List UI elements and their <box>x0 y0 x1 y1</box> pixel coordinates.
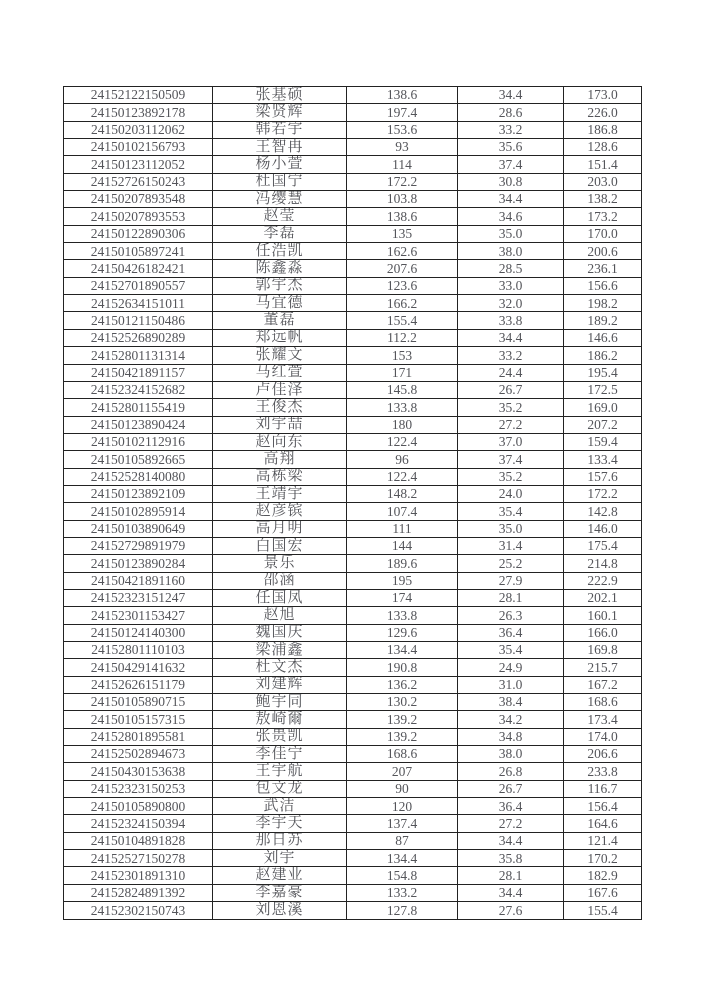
cell-interview-score: 36.4 <box>458 798 564 815</box>
cell-total-score: 174.0 <box>564 728 642 745</box>
table-row <box>64 659 642 676</box>
cell-name: 高月明 <box>213 520 347 537</box>
cell-written-score: 139.2 <box>347 711 458 728</box>
cell-exam-id: 24150430153638 <box>64 763 213 780</box>
cell-total-score: 198.2 <box>564 295 642 312</box>
cell-total-score: 133.4 <box>564 451 642 468</box>
cell-interview-score: 27.2 <box>458 815 564 832</box>
cell-written-score: 166.2 <box>347 295 458 312</box>
cell-name: 刘建辉 <box>213 676 347 693</box>
cell-exam-id: 24150105892665 <box>64 451 213 468</box>
cell-exam-id: 24150421891160 <box>64 572 213 589</box>
cell-written-score: 145.8 <box>347 381 458 398</box>
cell-written-score: 96 <box>347 451 458 468</box>
cell-total-score: 214.8 <box>564 555 642 572</box>
cell-total-score: 159.4 <box>564 433 642 450</box>
table-row <box>64 763 642 780</box>
cell-name: 杨小萱 <box>213 156 347 173</box>
cell-exam-id: 24150122890306 <box>64 225 213 242</box>
cell-total-score: 160.1 <box>564 607 642 624</box>
cell-total-score: 202.1 <box>564 589 642 606</box>
table-row <box>64 399 642 416</box>
cell-total-score: 116.7 <box>564 780 642 797</box>
cell-interview-score: 33.8 <box>458 312 564 329</box>
cell-exam-id: 24152301891310 <box>64 867 213 884</box>
cell-name: 马红萱 <box>213 364 347 381</box>
cell-exam-id: 24152626151179 <box>64 676 213 693</box>
cell-total-score: 167.2 <box>564 676 642 693</box>
table-row <box>64 104 642 121</box>
cell-name: 张基硕 <box>213 87 347 104</box>
cell-written-score: 171 <box>347 364 458 381</box>
cell-name: 包文龙 <box>213 780 347 797</box>
cell-name: 张贵凯 <box>213 728 347 745</box>
table-row <box>64 243 642 260</box>
cell-name: 张耀文 <box>213 347 347 364</box>
cell-total-score: 170.0 <box>564 225 642 242</box>
cell-interview-score: 33.0 <box>458 277 564 294</box>
cell-name: 郭宇杰 <box>213 277 347 294</box>
cell-total-score: 222.9 <box>564 572 642 589</box>
cell-interview-score: 33.2 <box>458 347 564 364</box>
cell-exam-id: 24152634151011 <box>64 295 213 312</box>
table-row <box>64 746 642 763</box>
cell-written-score: 103.8 <box>347 191 458 208</box>
cell-total-score: 169.8 <box>564 642 642 659</box>
table-row <box>64 347 642 364</box>
cell-exam-id: 24152324150394 <box>64 815 213 832</box>
table-row <box>64 850 642 867</box>
cell-interview-score: 34.6 <box>458 208 564 225</box>
cell-exam-id: 24152302150743 <box>64 902 213 919</box>
table-row <box>64 121 642 138</box>
score-table-body <box>64 87 642 920</box>
cell-name: 杜文杰 <box>213 659 347 676</box>
cell-interview-score: 28.6 <box>458 104 564 121</box>
cell-name: 鲍宇同 <box>213 694 347 711</box>
cell-name: 郑远帆 <box>213 329 347 346</box>
cell-written-score: 134.4 <box>347 850 458 867</box>
cell-total-score: 233.8 <box>564 763 642 780</box>
table-row <box>64 537 642 554</box>
table-row <box>64 520 642 537</box>
cell-name: 梁浦鑫 <box>213 642 347 659</box>
cell-interview-score: 34.4 <box>458 884 564 901</box>
cell-exam-id: 24152824891392 <box>64 884 213 901</box>
cell-total-score: 157.6 <box>564 468 642 485</box>
cell-total-score: 186.8 <box>564 121 642 138</box>
cell-name: 王智冉 <box>213 139 347 156</box>
cell-total-score: 200.6 <box>564 243 642 260</box>
cell-interview-score: 35.0 <box>458 225 564 242</box>
cell-interview-score: 34.2 <box>458 711 564 728</box>
cell-name: 任国凤 <box>213 589 347 606</box>
cell-exam-id: 24152122150509 <box>64 87 213 104</box>
cell-interview-score: 26.8 <box>458 763 564 780</box>
cell-name: 李佳宁 <box>213 746 347 763</box>
cell-exam-id: 24150123112052 <box>64 156 213 173</box>
cell-total-score: 173.4 <box>564 711 642 728</box>
cell-interview-score: 35.4 <box>458 503 564 520</box>
cell-exam-id: 24150102112916 <box>64 433 213 450</box>
cell-name: 武洁 <box>213 798 347 815</box>
table-row <box>64 832 642 849</box>
cell-name: 陈鑫淼 <box>213 260 347 277</box>
table-row <box>64 624 642 641</box>
table-row <box>64 260 642 277</box>
cell-total-score: 142.8 <box>564 503 642 520</box>
cell-written-score: 138.6 <box>347 208 458 225</box>
cell-total-score: 203.0 <box>564 173 642 190</box>
cell-interview-score: 27.2 <box>458 416 564 433</box>
cell-name: 高翔 <box>213 451 347 468</box>
cell-interview-score: 34.4 <box>458 191 564 208</box>
table-row <box>64 139 642 156</box>
cell-exam-id: 24150426182421 <box>64 260 213 277</box>
table-row <box>64 329 642 346</box>
table-row <box>64 902 642 919</box>
cell-exam-id: 24150421891157 <box>64 364 213 381</box>
cell-written-score: 138.6 <box>347 87 458 104</box>
cell-name: 刘宇 <box>213 850 347 867</box>
cell-exam-id: 24150123892109 <box>64 485 213 502</box>
cell-exam-id: 24150103890649 <box>64 520 213 537</box>
cell-written-score: 162.6 <box>347 243 458 260</box>
cell-total-score: 167.6 <box>564 884 642 901</box>
table-row <box>64 364 642 381</box>
cell-name: 王靖宇 <box>213 485 347 502</box>
cell-exam-id: 24150105890800 <box>64 798 213 815</box>
cell-total-score: 156.4 <box>564 798 642 815</box>
table-row <box>64 312 642 329</box>
cell-interview-score: 37.4 <box>458 156 564 173</box>
cell-name: 李嘉豪 <box>213 884 347 901</box>
table-row <box>64 555 642 572</box>
table-row <box>64 780 642 797</box>
cell-written-score: 144 <box>347 537 458 554</box>
cell-exam-id: 24152323150253 <box>64 780 213 797</box>
table-row <box>64 191 642 208</box>
cell-total-score: 151.4 <box>564 156 642 173</box>
cell-written-score: 107.4 <box>347 503 458 520</box>
cell-name: 赵向东 <box>213 433 347 450</box>
cell-name: 赵莹 <box>213 208 347 225</box>
cell-interview-score: 34.4 <box>458 832 564 849</box>
cell-interview-score: 28.1 <box>458 589 564 606</box>
cell-total-score: 155.4 <box>564 902 642 919</box>
cell-written-score: 197.4 <box>347 104 458 121</box>
cell-exam-id: 24150102895914 <box>64 503 213 520</box>
cell-exam-id: 24152324152682 <box>64 381 213 398</box>
cell-name: 刘宇喆 <box>213 416 347 433</box>
table-row <box>64 208 642 225</box>
cell-total-score: 173.0 <box>564 87 642 104</box>
table-row <box>64 867 642 884</box>
cell-written-score: 136.2 <box>347 676 458 693</box>
cell-exam-id: 24150203112062 <box>64 121 213 138</box>
table-row <box>64 87 642 104</box>
cell-written-score: 93 <box>347 139 458 156</box>
cell-interview-score: 35.2 <box>458 468 564 485</box>
cell-total-score: 172.2 <box>564 485 642 502</box>
cell-exam-id: 24152801155419 <box>64 399 213 416</box>
cell-written-score: 135 <box>347 225 458 242</box>
cell-name: 王宇航 <box>213 763 347 780</box>
cell-interview-score: 27.6 <box>458 902 564 919</box>
cell-total-score: 207.2 <box>564 416 642 433</box>
cell-exam-id: 24152528140080 <box>64 468 213 485</box>
cell-total-score: 121.4 <box>564 832 642 849</box>
cell-interview-score: 31.4 <box>458 537 564 554</box>
cell-written-score: 190.8 <box>347 659 458 676</box>
cell-exam-id: 24150105157315 <box>64 711 213 728</box>
cell-interview-score: 35.8 <box>458 850 564 867</box>
cell-written-score: 133.8 <box>347 399 458 416</box>
cell-name: 白国宏 <box>213 537 347 554</box>
cell-interview-score: 35.6 <box>458 139 564 156</box>
cell-interview-score: 27.9 <box>458 572 564 589</box>
table-row <box>64 173 642 190</box>
cell-name: 任浩凯 <box>213 243 347 260</box>
table-row <box>64 468 642 485</box>
cell-written-score: 154.8 <box>347 867 458 884</box>
cell-interview-score: 24.4 <box>458 364 564 381</box>
cell-exam-id: 24152801131314 <box>64 347 213 364</box>
cell-written-score: 114 <box>347 156 458 173</box>
cell-total-score: 175.4 <box>564 537 642 554</box>
cell-interview-score: 35.2 <box>458 399 564 416</box>
table-row <box>64 572 642 589</box>
table-row <box>64 381 642 398</box>
cell-total-score: 170.2 <box>564 850 642 867</box>
cell-written-score: 195 <box>347 572 458 589</box>
cell-interview-score: 38.0 <box>458 243 564 260</box>
cell-exam-id: 24150121150486 <box>64 312 213 329</box>
cell-total-score: 146.6 <box>564 329 642 346</box>
cell-total-score: 156.6 <box>564 277 642 294</box>
cell-name: 马宜德 <box>213 295 347 312</box>
table-row <box>64 485 642 502</box>
table-row <box>64 676 642 693</box>
cell-written-score: 180 <box>347 416 458 433</box>
cell-name: 李磊 <box>213 225 347 242</box>
cell-interview-score: 31.0 <box>458 676 564 693</box>
cell-interview-score: 35.4 <box>458 642 564 659</box>
table-row <box>64 884 642 901</box>
cell-total-score: 166.0 <box>564 624 642 641</box>
cell-total-score: 168.6 <box>564 694 642 711</box>
cell-total-score: 236.1 <box>564 260 642 277</box>
cell-interview-score: 37.0 <box>458 433 564 450</box>
table-row <box>64 607 642 624</box>
cell-interview-score: 28.1 <box>458 867 564 884</box>
cell-written-score: 153.6 <box>347 121 458 138</box>
cell-interview-score: 26.3 <box>458 607 564 624</box>
cell-written-score: 87 <box>347 832 458 849</box>
table-row <box>64 642 642 659</box>
cell-interview-score: 36.4 <box>458 624 564 641</box>
table-row <box>64 728 642 745</box>
cell-written-score: 172.2 <box>347 173 458 190</box>
cell-name: 卢佳泽 <box>213 381 347 398</box>
cell-exam-id: 24152726150243 <box>64 173 213 190</box>
cell-name: 景乐 <box>213 555 347 572</box>
cell-total-score: 226.0 <box>564 104 642 121</box>
cell-interview-score: 34.8 <box>458 728 564 745</box>
cell-exam-id: 24150105897241 <box>64 243 213 260</box>
table-row <box>64 295 642 312</box>
cell-written-score: 133.8 <box>347 607 458 624</box>
cell-written-score: 148.2 <box>347 485 458 502</box>
cell-total-score: 186.2 <box>564 347 642 364</box>
cell-name: 邵涵 <box>213 572 347 589</box>
cell-interview-score: 32.0 <box>458 295 564 312</box>
cell-interview-score: 24.9 <box>458 659 564 676</box>
cell-total-score: 169.0 <box>564 399 642 416</box>
cell-interview-score: 30.8 <box>458 173 564 190</box>
cell-exam-id: 24150123890284 <box>64 555 213 572</box>
cell-written-score: 155.4 <box>347 312 458 329</box>
cell-exam-id: 24150207893553 <box>64 208 213 225</box>
cell-name: 韩若宇 <box>213 121 347 138</box>
cell-exam-id: 24152526890289 <box>64 329 213 346</box>
table-row <box>64 451 642 468</box>
cell-written-score: 129.6 <box>347 624 458 641</box>
cell-interview-score: 34.4 <box>458 87 564 104</box>
score-table <box>63 86 642 920</box>
cell-interview-score: 28.5 <box>458 260 564 277</box>
table-row <box>64 694 642 711</box>
cell-written-score: 137.4 <box>347 815 458 832</box>
cell-name: 王俊杰 <box>213 399 347 416</box>
cell-exam-id: 24152301153427 <box>64 607 213 624</box>
cell-name: 杜国宁 <box>213 173 347 190</box>
table-row <box>64 225 642 242</box>
cell-interview-score: 33.2 <box>458 121 564 138</box>
cell-total-score: 138.2 <box>564 191 642 208</box>
cell-name: 魏国庆 <box>213 624 347 641</box>
cell-name: 董磊 <box>213 312 347 329</box>
cell-written-score: 127.8 <box>347 902 458 919</box>
cell-interview-score: 38.4 <box>458 694 564 711</box>
cell-exam-id: 24152323151247 <box>64 589 213 606</box>
table-row <box>64 589 642 606</box>
cell-interview-score: 34.4 <box>458 329 564 346</box>
cell-name: 那日苏 <box>213 832 347 849</box>
cell-total-score: 195.4 <box>564 364 642 381</box>
cell-exam-id: 24152701890557 <box>64 277 213 294</box>
cell-written-score: 134.4 <box>347 642 458 659</box>
cell-name: 冯缨慧 <box>213 191 347 208</box>
table-row <box>64 711 642 728</box>
table-row <box>64 433 642 450</box>
cell-total-score: 164.6 <box>564 815 642 832</box>
cell-name: 李宇天 <box>213 815 347 832</box>
cell-total-score: 146.0 <box>564 520 642 537</box>
cell-written-score: 139.2 <box>347 728 458 745</box>
cell-written-score: 111 <box>347 520 458 537</box>
cell-exam-id: 24150124140300 <box>64 624 213 641</box>
cell-written-score: 90 <box>347 780 458 797</box>
cell-exam-id: 24150104891828 <box>64 832 213 849</box>
cell-written-score: 130.2 <box>347 694 458 711</box>
cell-interview-score: 26.7 <box>458 381 564 398</box>
cell-exam-id: 24150102156793 <box>64 139 213 156</box>
table-row <box>64 503 642 520</box>
cell-name: 敖崎爾 <box>213 711 347 728</box>
cell-written-score: 189.6 <box>347 555 458 572</box>
cell-exam-id: 24150123892178 <box>64 104 213 121</box>
cell-total-score: 189.2 <box>564 312 642 329</box>
cell-interview-score: 37.4 <box>458 451 564 468</box>
cell-written-score: 207 <box>347 763 458 780</box>
cell-exam-id: 24152801895581 <box>64 728 213 745</box>
cell-written-score: 174 <box>347 589 458 606</box>
cell-exam-id: 24152729891979 <box>64 537 213 554</box>
cell-written-score: 122.4 <box>347 468 458 485</box>
cell-exam-id: 24152527150278 <box>64 850 213 867</box>
table-row <box>64 277 642 294</box>
cell-name: 赵旭 <box>213 607 347 624</box>
cell-exam-id: 24150207893548 <box>64 191 213 208</box>
cell-name: 赵建业 <box>213 867 347 884</box>
cell-written-score: 123.6 <box>347 277 458 294</box>
cell-written-score: 153 <box>347 347 458 364</box>
cell-exam-id: 24152801110103 <box>64 642 213 659</box>
cell-written-score: 122.4 <box>347 433 458 450</box>
cell-exam-id: 24150429141632 <box>64 659 213 676</box>
cell-written-score: 207.6 <box>347 260 458 277</box>
cell-total-score: 172.5 <box>564 381 642 398</box>
table-row <box>64 156 642 173</box>
table-row <box>64 416 642 433</box>
cell-interview-score: 25.2 <box>458 555 564 572</box>
cell-interview-score: 26.7 <box>458 780 564 797</box>
cell-name: 高栋梁 <box>213 468 347 485</box>
cell-interview-score: 38.0 <box>458 746 564 763</box>
cell-exam-id: 24150105890715 <box>64 694 213 711</box>
cell-written-score: 120 <box>347 798 458 815</box>
cell-total-score: 128.6 <box>564 139 642 156</box>
cell-name: 赵彦镔 <box>213 503 347 520</box>
cell-written-score: 112.2 <box>347 329 458 346</box>
cell-written-score: 168.6 <box>347 746 458 763</box>
cell-exam-id: 24150123890424 <box>64 416 213 433</box>
cell-name: 梁贤辉 <box>213 104 347 121</box>
cell-name: 刘恩溪 <box>213 902 347 919</box>
cell-exam-id: 24152502894673 <box>64 746 213 763</box>
cell-written-score: 133.2 <box>347 884 458 901</box>
cell-total-score: 215.7 <box>564 659 642 676</box>
cell-total-score: 206.6 <box>564 746 642 763</box>
cell-total-score: 182.9 <box>564 867 642 884</box>
cell-interview-score: 35.0 <box>458 520 564 537</box>
table-row <box>64 798 642 815</box>
table-row <box>64 815 642 832</box>
cell-total-score: 173.2 <box>564 208 642 225</box>
cell-interview-score: 24.0 <box>458 485 564 502</box>
